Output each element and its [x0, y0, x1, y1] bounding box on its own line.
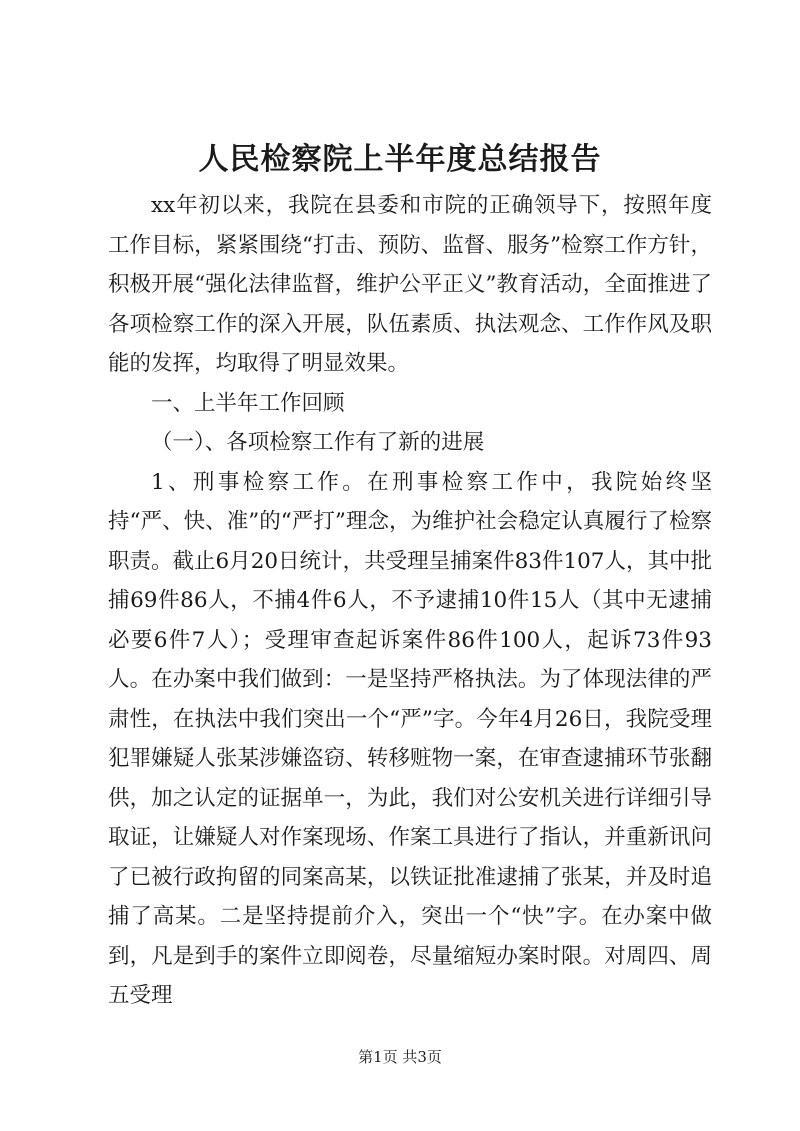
document-body [108, 186, 712, 1016]
page-footer: 第1页 共3页 [358, 1048, 442, 1066]
document-title: 人民检察院上半年度总结报告 [198, 142, 602, 177]
subsection-heading: （一）、各项检察工作有了新的进展 [151, 430, 485, 455]
intro-paragraph: xx年初以来，我院在县委和市院的正确领导下，按照年度工作目标，紧紧围绕“打击、预防、监督、服务”检察工作方针，积极开展“强化法律监督，维护公平正义”教育活动，全面推进了各项检察工作的深入开展，队伍素质、执法观念、工作作风及职能的发挥，均取得了明显效果。 [108, 193, 712, 376]
body-paragraph: 1、刑事检察工作。在刑事检察工作中，我院始终坚持“严、快、准”的“严打”理念，为维护社会稳定认真履行了检察职责。截止6月20日统计，共受理呈捕案件83件107人，其中批捕69件86人，不捕4件6人，不予逮捕10件15人（其中无逮捕必要6件7人）；受理审查起诉案件86件100人，起诉73件93人。在办案中我们做到：一是坚持严格执法。为了体现法律的严肃性，在执法中我们突出一个“严”字。今年4月26日，我院受理犯罪嫌疑人张某涉嫌盗窃、转移赃物一案，在审查逮捕环节张翻供，加之认定的证据单一，为此，我们对公安机关进行详细引导取证，让嫌疑人对作案现场、作案工具进行了指认，并重新讯问了已被行政拘留的同案高某，以铁证批准逮捕了张某，并及时追捕了高某。二是坚持提前介入，突出一个“快”字。在办案中做到，凡是到手的案件立即阅卷，尽量缩短办案时限。对周四、周五受理 [108, 469, 712, 1008]
section-heading: 一、上半年工作回顾 [151, 390, 345, 416]
